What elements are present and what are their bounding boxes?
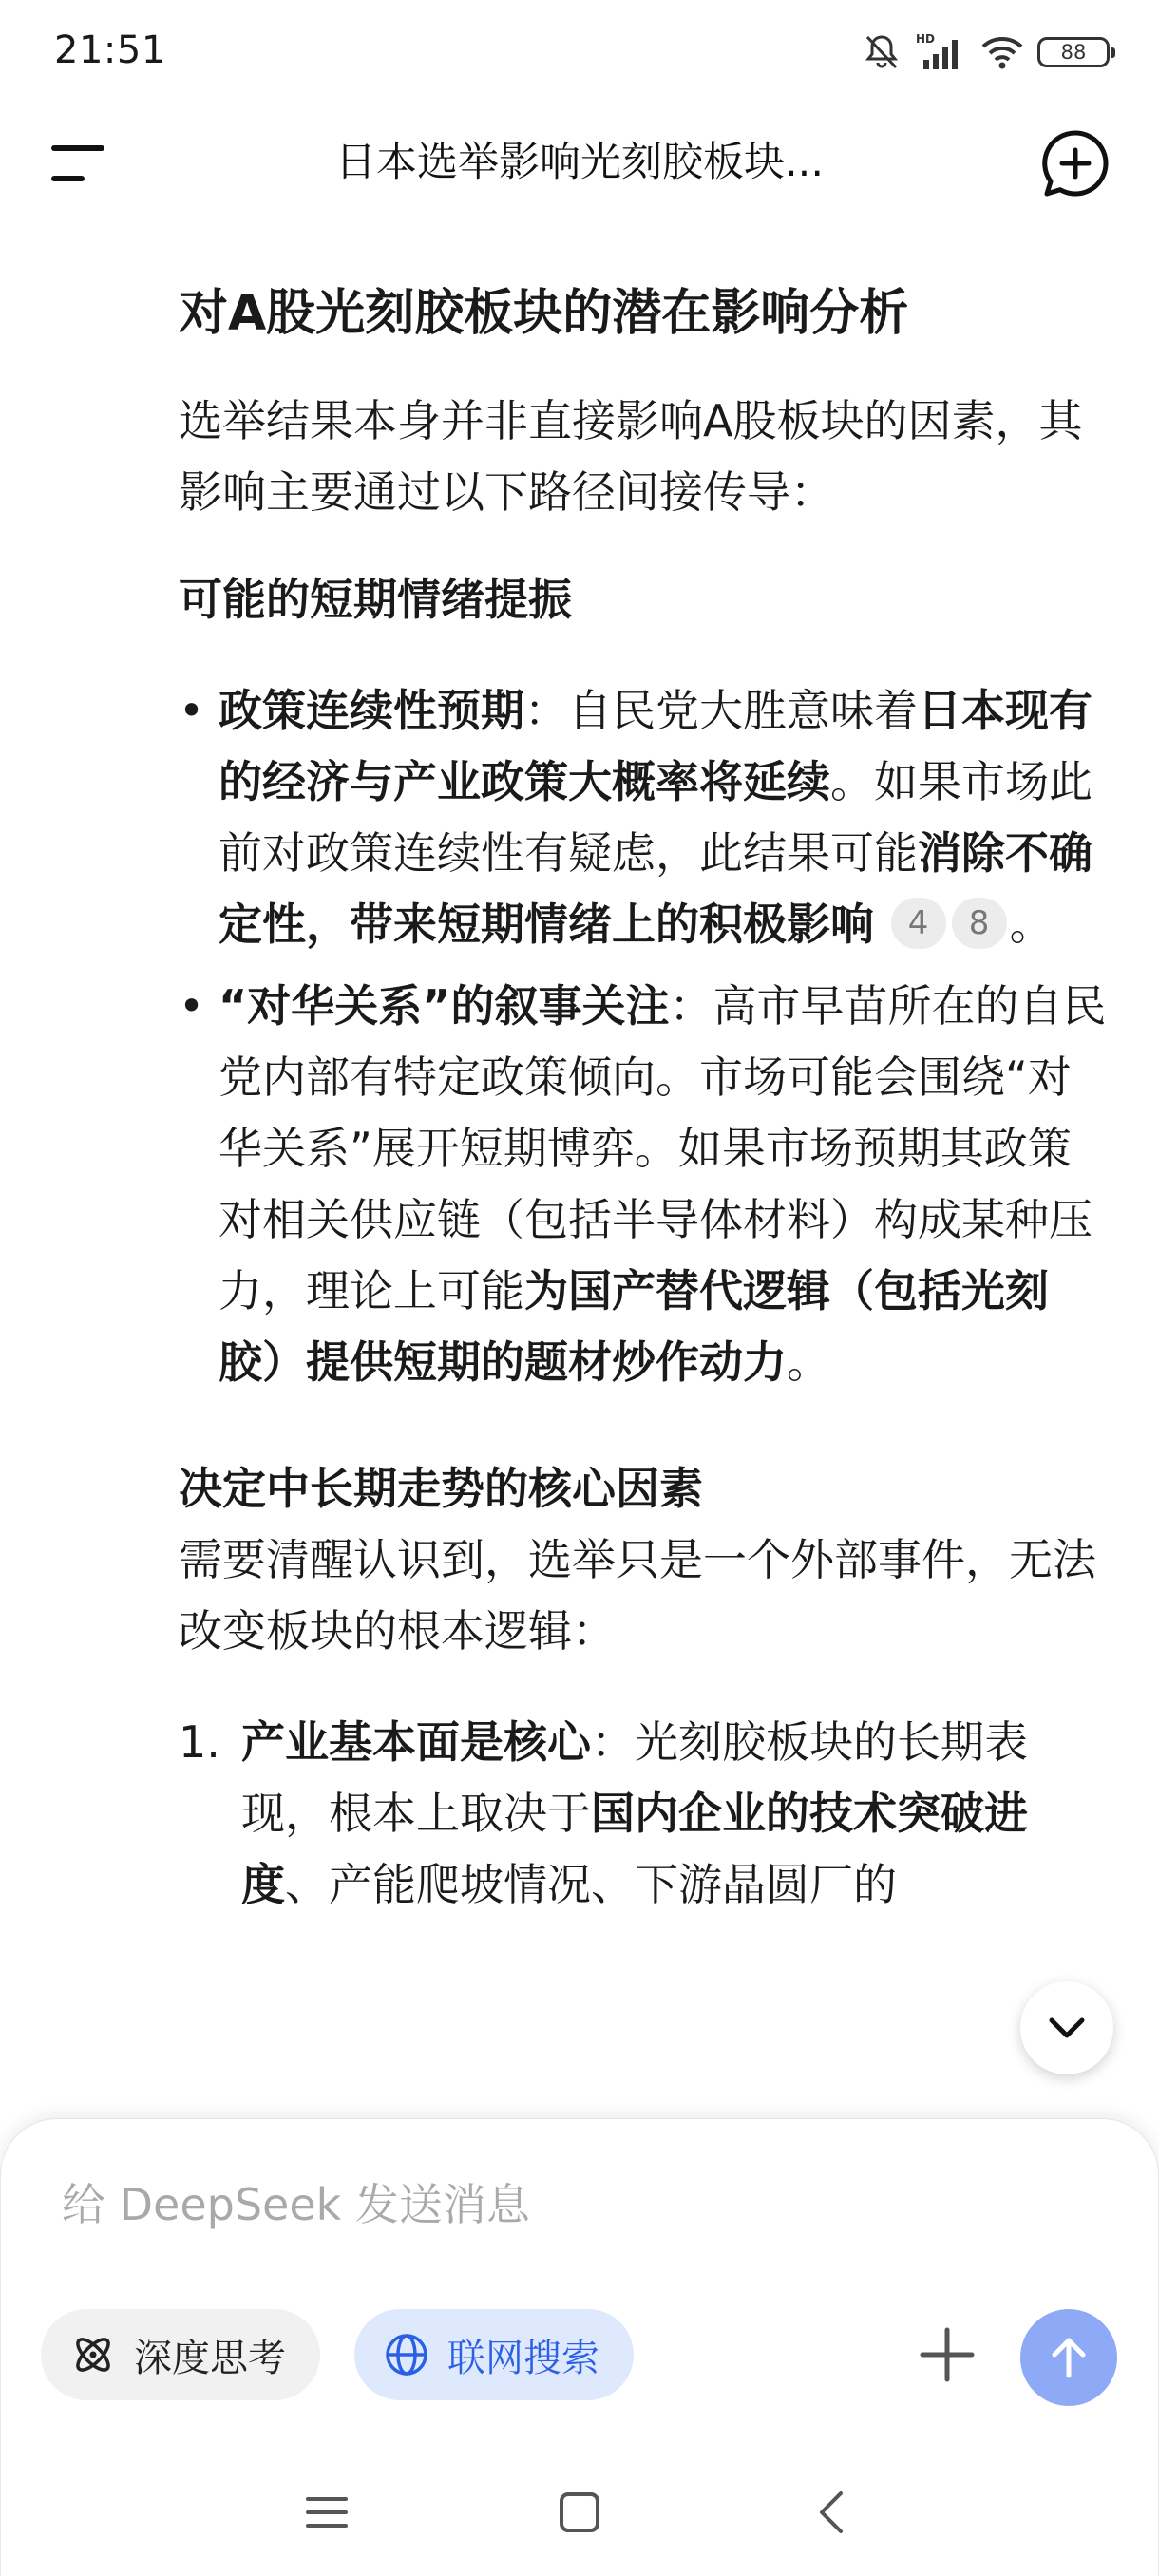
deep-think-label: 深度思考: [134, 2336, 286, 2380]
bold-segment: 为国产替代逻辑（包括光刻胶）提供短期的题材炒作动力: [218, 1265, 1049, 1388]
section-title-long-term: 决定中长期走势的核心因素: [179, 1463, 703, 1514]
bold-segment: 消除不确定性，带来短期情绪上的积极影响: [218, 827, 1092, 950]
bold-segment: 日本现有的经济与产业政策大概率将延续: [218, 685, 1092, 807]
citation-badge[interactable]: 4: [891, 898, 946, 949]
text-segment: 、产能爬坡情况、下游晶圆厂的: [285, 1859, 897, 1910]
bold-segment: 国内企业的技术突破进度: [241, 1788, 1028, 1910]
assistant-message: [179, 218, 1110, 1921]
scroll-to-bottom-button[interactable]: [1020, 1981, 1113, 2074]
status-icons: [861, 28, 1110, 76]
chevron-down-icon: [1046, 2014, 1088, 2042]
citation-badge[interactable]: 8: [952, 898, 1007, 949]
nav-back-button[interactable]: [798, 2479, 864, 2546]
plus-icon: [913, 2320, 981, 2389]
text-segment: 光刻胶板块的长期表现，根本上取决于: [241, 1716, 1028, 1839]
globe-icon: [383, 2331, 430, 2378]
signal-icon: [916, 31, 967, 73]
new-chat-button[interactable]: [1039, 127, 1112, 199]
status-bar: [0, 0, 1159, 106]
home-icon: [558, 2491, 601, 2534]
arrow-up-icon: [1045, 2334, 1092, 2381]
text-segment: 自民党大胜意味着: [568, 685, 918, 736]
system-nav-bar: [0, 2451, 1159, 2565]
text-segment: 高市早苗所在的自民党内部有特定政策倾向。市场可能会围绕“对华关系”展开短期博弈。如果市场预期其政策对相关供应链（包括半导体材料）构成某种压力，理论上可能: [218, 980, 1107, 1316]
message-input[interactable]: [62, 2167, 1059, 2243]
app-header: [0, 106, 1159, 218]
bullet-label: “对华关系”的叙事关注: [218, 980, 670, 1032]
list-item: [179, 675, 1110, 960]
separator: ：: [524, 685, 568, 736]
list-item: [179, 1707, 1110, 1921]
section-title-short-term: 可能的短期情绪提振: [179, 574, 572, 625]
text-segment: 。: [1009, 899, 1054, 950]
menu-button[interactable]: [49, 137, 116, 194]
text-segment: 。如果市场此前对政策连续性有疑虑，此结果可能: [218, 756, 1092, 879]
atom-icon: [69, 2331, 117, 2378]
battery-indicator: 88: [1037, 37, 1110, 67]
web-search-label: 联网搜索: [447, 2336, 599, 2380]
nav-menu-button[interactable]: [294, 2479, 360, 2546]
bullet-label: 政策连续性预期: [218, 685, 524, 736]
nav-home-button[interactable]: [546, 2479, 613, 2546]
intro-paragraph: 选举结果本身并非直接影响A股板块的因素，其影响主要通过以下路径间接传导：: [179, 395, 1083, 518]
back-icon: [812, 2490, 850, 2535]
hd-label: HD: [916, 32, 936, 46]
send-button[interactable]: [1020, 2309, 1117, 2406]
item-label: 产业基本面是核心: [241, 1716, 591, 1768]
section-intro: 需要清醒认识到，选举只是一个外部事件，无法改变板块的根本逻辑：: [179, 1534, 1096, 1657]
recents-icon: [305, 2493, 349, 2531]
chat-title[interactable]: 日本选举影响光刻胶板块...: [334, 139, 824, 186]
numbered-list: [179, 1707, 1110, 1921]
separator: ：: [591, 1716, 635, 1768]
separator: ：: [669, 980, 713, 1032]
web-search-toggle[interactable]: [354, 2309, 634, 2400]
item-number: 1.: [179, 1716, 220, 1768]
status-time: 21:51: [54, 28, 166, 72]
chat-content[interactable]: [0, 218, 1159, 2118]
text-segment: 。: [787, 1336, 830, 1388]
attach-button[interactable]: [913, 2320, 981, 2389]
list-item: [179, 971, 1110, 1398]
bullet-list: [179, 675, 1110, 1398]
new-chat-icon: [1039, 127, 1112, 199]
menu-icon: [49, 137, 116, 194]
wifi-icon: [980, 33, 1024, 71]
message-heading: 对A股光刻胶板块的潜在影响分析: [179, 285, 909, 342]
deep-think-toggle[interactable]: [41, 2309, 320, 2400]
mute-bell-icon: [861, 31, 902, 73]
